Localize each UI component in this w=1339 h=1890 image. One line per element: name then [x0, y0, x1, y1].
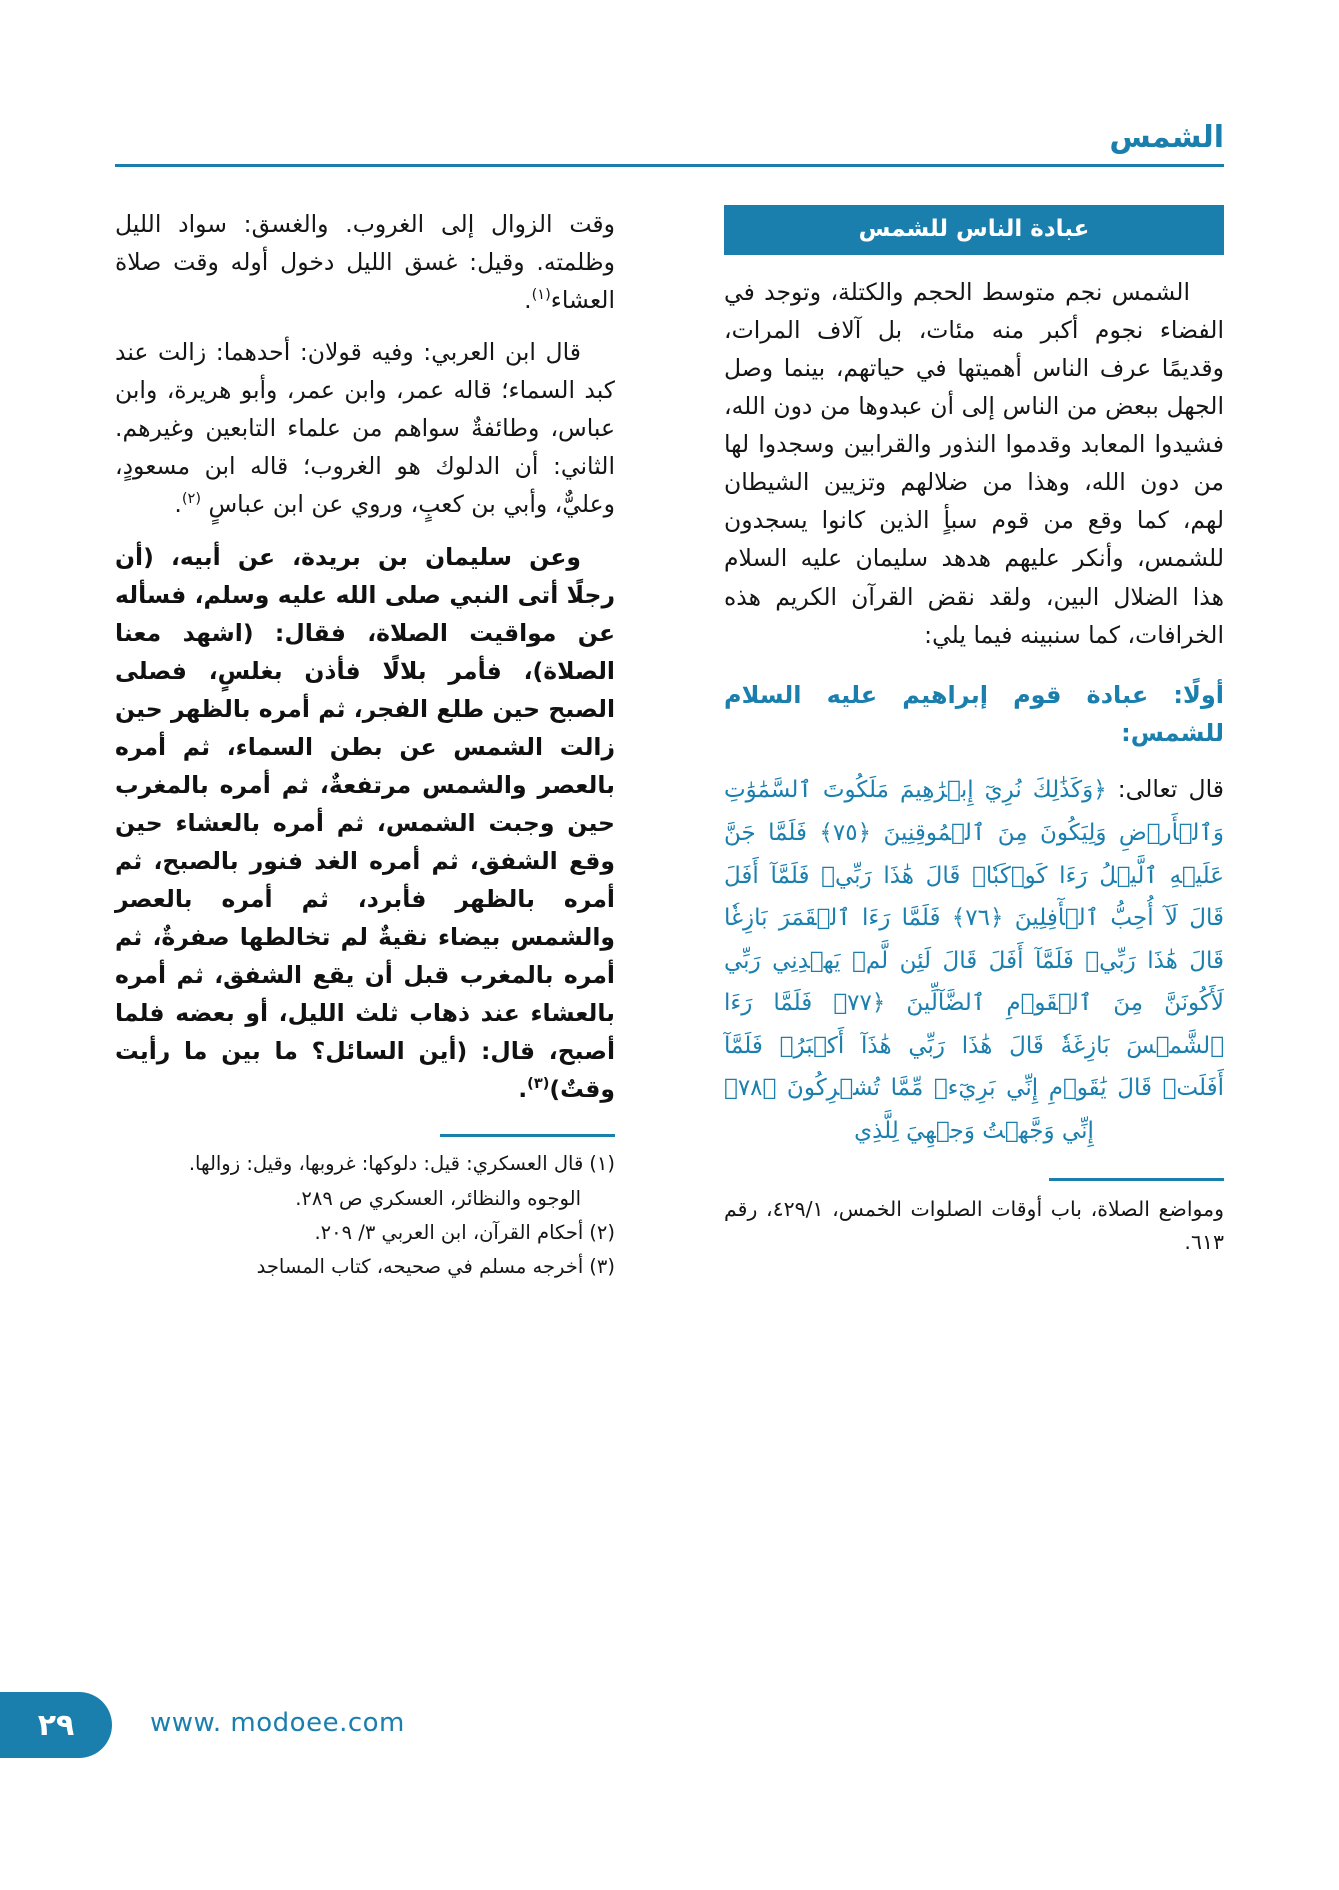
right-footnote-divider: [1049, 1178, 1224, 1181]
left-paragraph-2-text: قال ابن العربي: وفيه قولان: أحدهما: زالت عند كبد السماء؛ قاله عمر، وابن عمر، وأبو هريرة، وابن عباس، وطائفةٌ سواهم من علماء التابعين وغيرهم. الثاني: أن الدلوك هو الغروب؛ قاله ابن مسعودٍ، وعليٌّ، وأبي بن كعبٍ، وروي عن ابن عباسٍ: [115, 338, 615, 519]
left-footnote-3: [115, 1252, 615, 1282]
left-footnote-divider: [440, 1134, 615, 1137]
left-paragraph-3: وعن سليمان بن بريدة، عن أبيه، (أن رجلًا أتى النبي صلى الله عليه وسلم، فسأله عن مواقيت الصلاة، فقال: (اشهد معنا الصلاة)، فأمر بلالًا فأذن بغلسٍ، فصلى الصبح حين طلع الفجر، ثم أمره بالظهر حين زالت الشمس عن بطن السماء، ثم أمره بالعصر والشمس مرتفعةٌ، ثم أمره بالمغرب حين وجبت الشمس، ثم أمره بالعشاء حين وقع الشفق، ثم أمره الغد فنور بالصبح، ثم أمره بالظهر فأبرد، ثم أمره بالعصر والشمس بيضاء نقيةٌ لم تخالطها صفرةٌ، ثم أمره بالمغرب قبل أن يقع الشفق، ثم أمره بالعشاء عند ذهاب ثلث الليل، أو بعضه فلما أصبح، قال: (أين السائل؟ ما بين ما رأيت وقتٌ)$^{(٣)}$.: [115, 542, 615, 1104]
page-number: ٢٩: [0, 1692, 112, 1758]
page-title: الشمس: [1109, 120, 1224, 155]
left-paragraph-1-text: وقت الزوال إلى الغروب. والغسق: سواد الليل وظلمته. وقيل: غسق الليل دخول أوله وقت صلاة العشاء: [115, 210, 615, 315]
quran-verse-text: ﴿وَكَذَٰلِكَ نُرِيٓ إِبۡرَٰهِيمَ مَلَكُوتَ ٱلسَّمَٰوَٰتِ وَٱلۡأَرۡضِ وَلِيَكُونَ مِنَ ٱلۡمُوقِنِينَ ﴿٧٥﴾ فَلَمَّا جَنَّ عَلَيۡهِ ٱلَّيۡلُ رَءَا كَوۡكَبٗاۖ قَالَ هَٰذَا رَبِّيۖ فَلَمَّآ أَفَلَ قَالَ لَآ أُحِبُّ ٱلۡأٓفِلِينَ ﴿٧٦﴾ فَلَمَّا رَءَا ٱلۡقَمَرَ بَازِغٗا قَالَ هَٰذَا رَبِّيۖ فَلَمَّآ أَفَلَ قَالَ لَئِن لَّمۡ يَهۡدِنِي رَبِّي لَأَكُونَنَّ مِنَ ٱلۡقَوۡمِ ٱلضَّآلِّينَ ﴿٧٧﴾ فَلَمَّا رَءَا ٱلشَّمۡسَ بَازِغَةٗ قَالَ هَٰذَا رَبِّي هَٰذَآ أَكۡبَرُۖ فَلَمَّآ أَفَلَتۡ قَالَ يَٰقَوۡمِ إِنِّي بَرِيٓءٞ مِّمَّا تُشۡرِكُونَ ﴿٧٨﴾ إِنِّي وَجَّهۡتُ وَجۡهِيَ لِلَّذِي: [724, 777, 1224, 1144]
left-paragraph-2: قال ابن العربي: وفيه قولان: أحدهما: زالت عند كبد السماء؛ قاله عمر، وابن عمر، وأبو هريرة، وابن عباس، وطائفةٌ سواهم من علماء التابعين وغيرهم. الثاني: أن الدلوك هو الغروب؛ قاله ابن مسعودٍ، وعليٌّ، وأبي بن كعبٍ، وروي عن ابن عباسٍ $^{(٢)}$.: [115, 338, 615, 519]
left-footnote-1: [115, 1149, 615, 1179]
left-column: [115, 205, 615, 1286]
left-footnote-1-text: قال العسكري: قيل: دلوكها: غروبها، وقيل: زوالها.: [188, 1152, 584, 1176]
left-footnote-2: [115, 1218, 615, 1248]
header-divider: [115, 164, 1224, 167]
left-paragraph-2-ref: (٢): [181, 490, 202, 508]
page-footer: [0, 1692, 1339, 1762]
two-column-body: [115, 205, 1224, 1695]
left-footnote-1-number: (١): [589, 1152, 615, 1176]
page-header: [115, 120, 1224, 168]
right-column: [724, 205, 1224, 1259]
left-paragraph-3-ref: (٣): [527, 1075, 550, 1093]
right-paragraph-1: الشمس نجم متوسط الحجم والكتلة، وتوجد في الفضاء نجوم أكبر منه مئات، بل آلاف المرات، وقديمًا عرف الناس أهميتها في حياتهم، بينما وصل الجهل ببعض من الناس إلى أن عبدوها من دون الله، فشيدوا المعابد وقدموا النذور والقرابين وسجدوا لها من دون الله، وهذا من ضلالهم وتزيين الشيطان لهم، كما وقع من قوم سبأٍ الذين كانوا يسجدون للشمس، وأنكر عليهم هدهد سليمان عليه السلام هذا الضلال البين، ولقد نقض القرآن الكريم هذه الخرافات، كما سنبينه فيما يلي:: [724, 278, 1224, 649]
left-paragraph-1-ref: (١): [531, 286, 551, 304]
left-footnote-3-number: (٣): [589, 1255, 615, 1279]
quran-lead-in: قال تعالى:: [1117, 775, 1225, 804]
left-footnote-2-number: (٢): [589, 1220, 615, 1244]
right-subheading: أولًا: عبادة قوم إبراهيم عليه السلام للشمس:: [724, 680, 1224, 748]
left-footnote-2-text: أحكام القرآن، ابن العربي ٣/ ٢٠٩.: [314, 1220, 584, 1244]
section-banner: عبادة الناس للشمس: [724, 205, 1224, 255]
site-url[interactable]: www. modoee.com: [150, 1708, 405, 1738]
right-footnote-text: ومواضع الصلاة، باب أوقات الصلوات الخمس، ٤٢٩/١، رقم ٦١٣.: [724, 1197, 1224, 1255]
left-paragraph-3-text: وعن سليمان بن بريدة، عن أبيه، (أن رجلًا أتى النبي صلى الله عليه وسلم، فسأله عن مواقيت الصلاة، فقال: (اشهد معنا الصلاة)، فأمر بلالًا فأذن بغلسٍ، فصلى الصبح حين طلع الفجر، ثم أمره بالظهر حين زالت الشمس عن بطن السماء، ثم أمره بالعصر والشمس مرتفعةٌ، ثم أمره بالمغرب حين وجبت الشمس، ثم أمره بالعشاء حين وقع الشفق، ثم أمره الغد فنور بالصبح، ثم أمره بالظهر فأبرد، ثم أمره بالعصر والشمس بيضاء نقيةٌ لم تخالطها صفرةٌ، ثم أمره بالمغرب قبل أن يقع الشفق، ثم أمره بالعشاء عند ذهاب ثلث الليل، أو بعضه فلما أصبح، قال: (أين السائل؟ ما بين ما رأيت وقتٌ): [115, 542, 615, 1104]
left-footnote-1-continuation: الوجوه والنظائر، العسكري ص ٢٨٩.: [295, 1186, 581, 1210]
left-paragraph-1: وقت الزوال إلى الغروب. والغسق: سواد الليل وظلمته. وقيل: غسق الليل دخول أوله وقت صلاة العشاء$^{(١)}$.: [115, 210, 615, 315]
left-footnote-3-text: أخرجه مسلم في صحيحه، كتاب المساجد: [256, 1255, 584, 1279]
quran-quote-block: [724, 768, 1224, 1152]
